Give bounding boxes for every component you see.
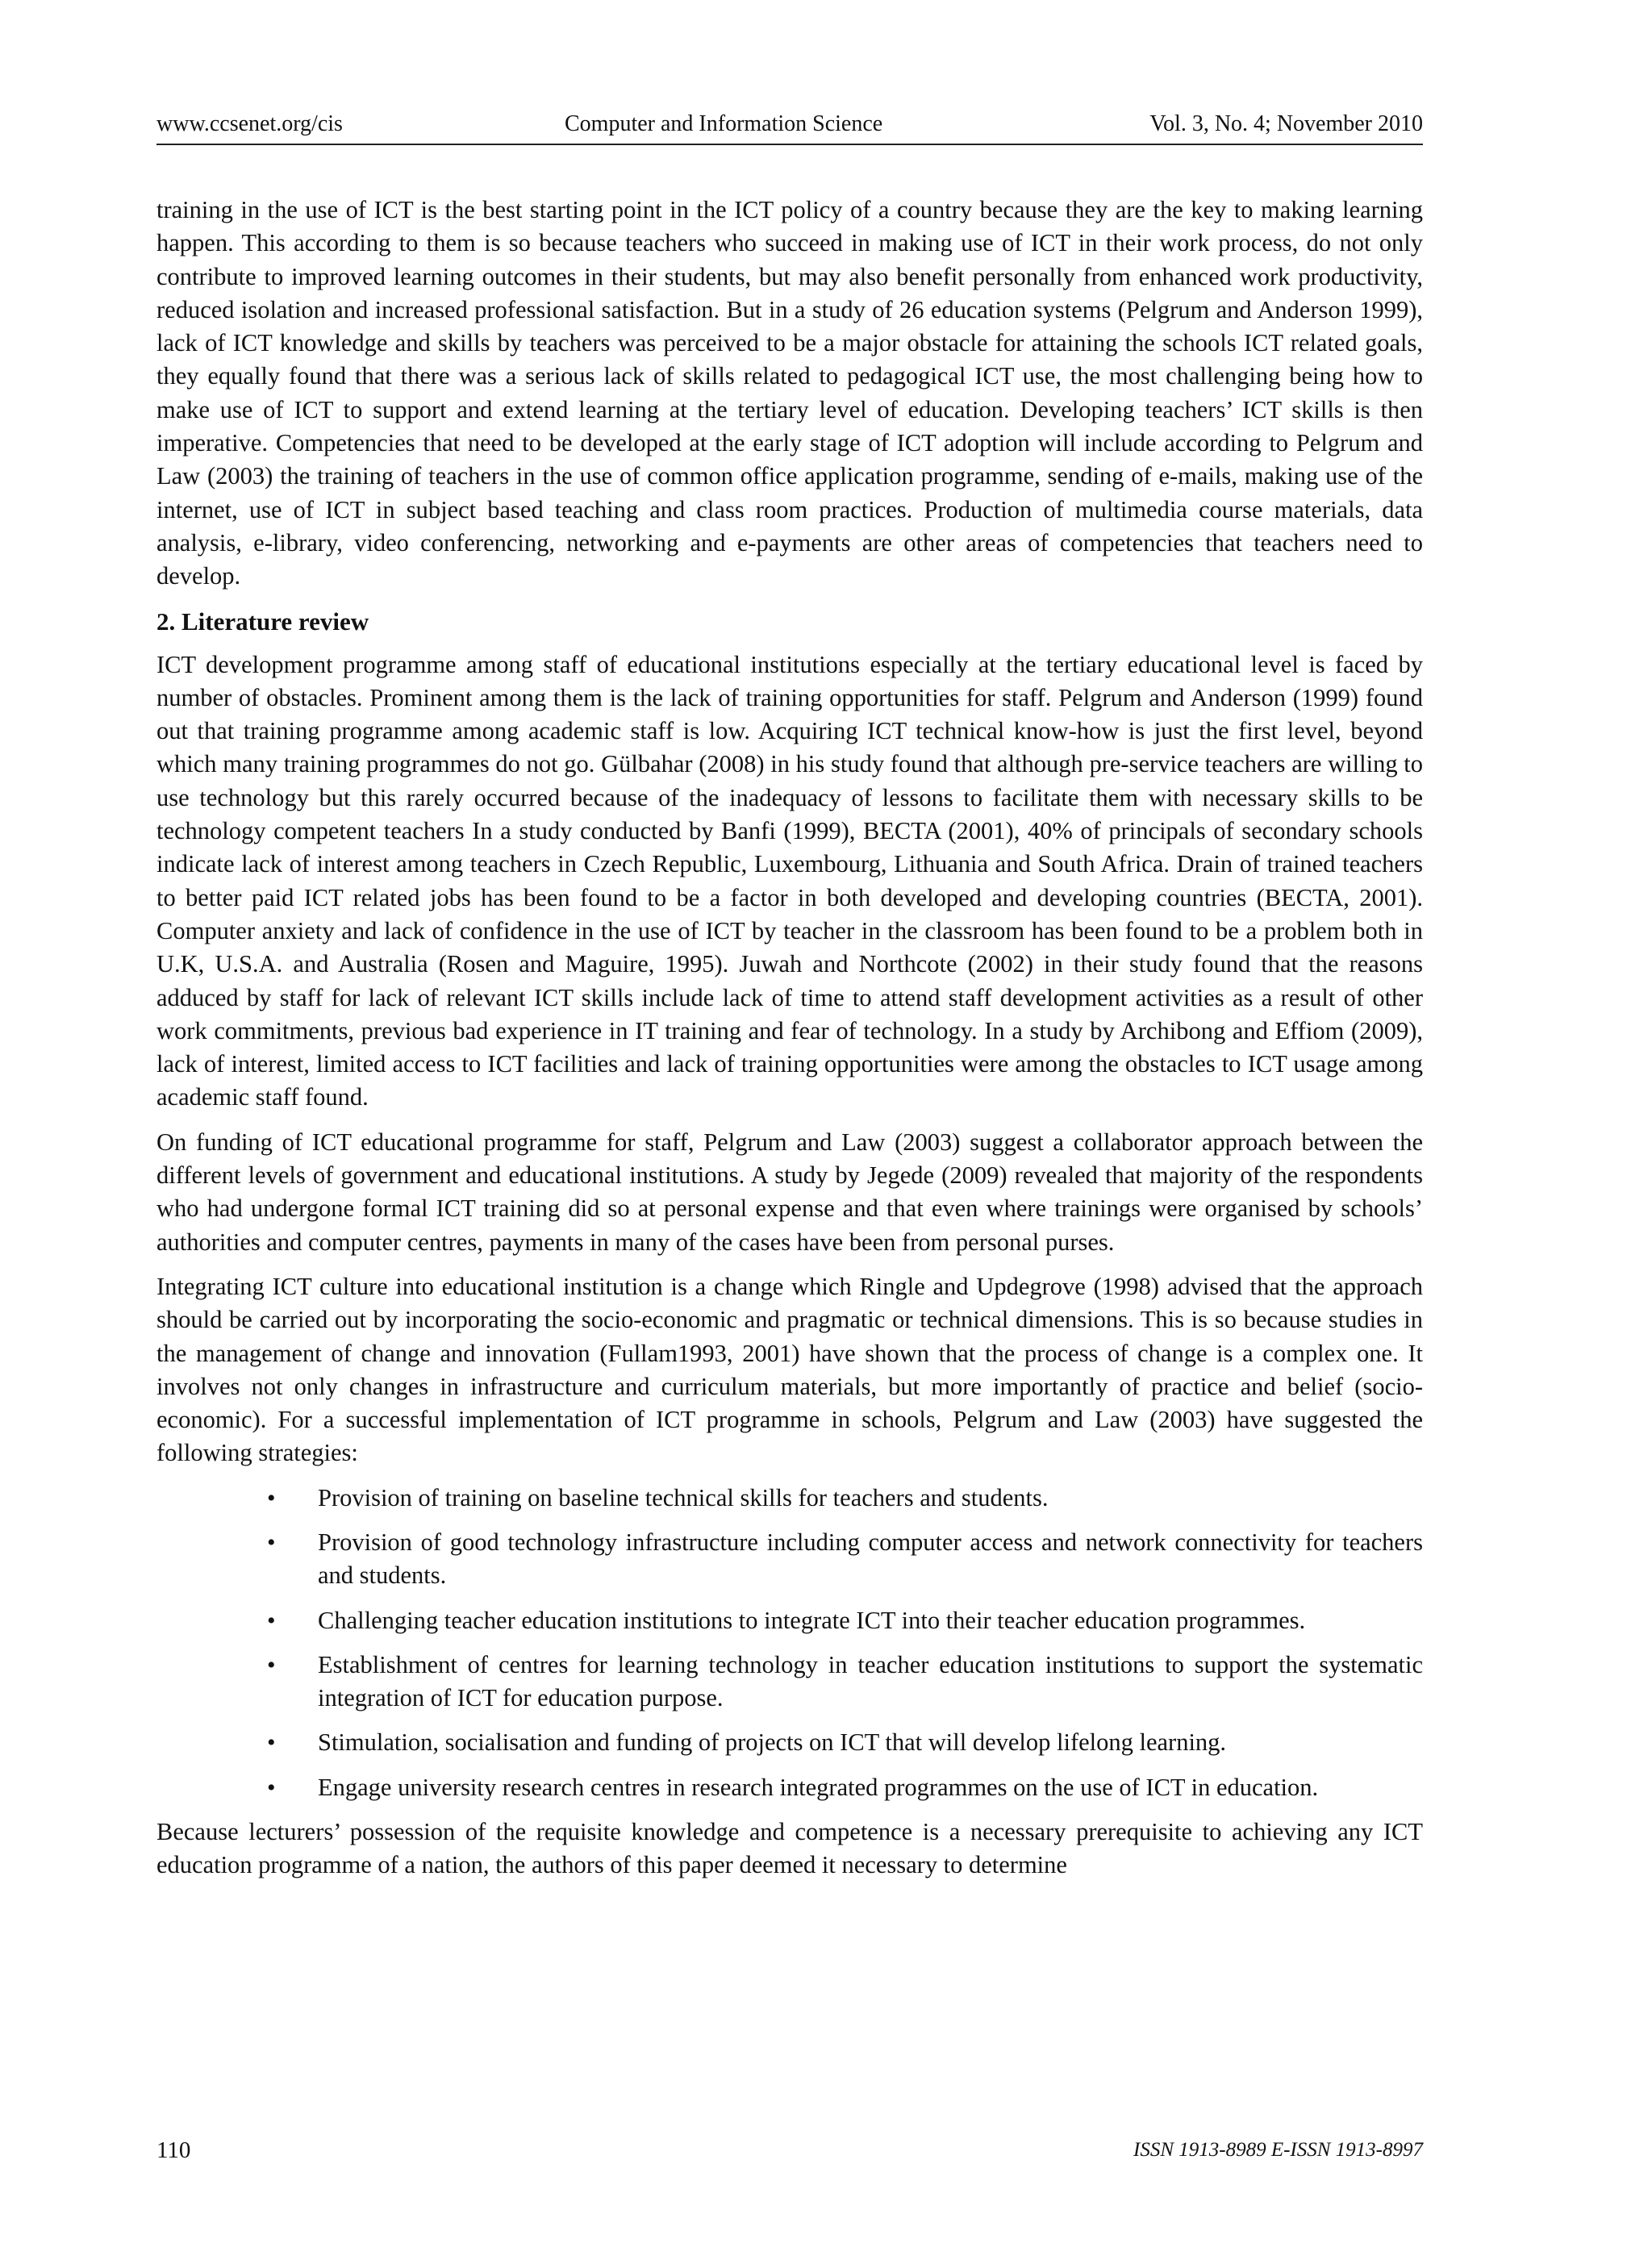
page-footer	[156, 2137, 1423, 2173]
bullet-icon: •	[267, 1607, 276, 1634]
article-body	[156, 194, 1423, 1894]
bullet-icon: •	[267, 1729, 276, 1757]
section-heading: 2. Literature review	[156, 607, 369, 636]
list-item-text: Provision of good technology infrastructure including computer access and network connectivity for teachers and students.	[318, 1528, 1423, 1590]
journal-title: Computer and Information Science	[565, 111, 883, 136]
volume-info: Vol. 3, No. 4; November 2010	[1149, 111, 1423, 136]
list-item-text: Establishment of centres for learning technology in teacher education institutions to support the systematic integration of ICT for education purpose.	[318, 1650, 1423, 1712]
list-item	[156, 1604, 1423, 1637]
literature-paragraph-2: On funding of ICT educational programme for staff, Pelgrum and Law (2003) suggest a collaborator approach between the different levels of government and educational institutions. A study by Jegede (2009) revealed that majority of the respondents who had undergone formal ICT training did so at personal expense and that even where trainings were organised by schools’ authorities and computer centres, payments in many of the cases have been from personal purses.	[156, 1128, 1423, 1256]
bullet-icon: •	[267, 1528, 276, 1556]
list-item	[156, 1771, 1423, 1804]
journal-url[interactable]: www.ccsenet.org/cis	[156, 111, 343, 136]
closing-paragraph: Because lecturers’ possession of the requisite knowledge and competence is a necessary prerequisite to achieving any ICT education programme of a nation, the authors of this paper deemed it necessary to determine	[156, 1818, 1423, 1879]
bullet-icon: •	[267, 1484, 276, 1511]
issn-info: ISSN 1913-8989 E-ISSN 1913-8997	[1133, 2139, 1423, 2161]
list-item-text: Stimulation, socialisation and funding of projects on ICT that will develop lifelong learning.	[318, 1728, 1227, 1757]
bullet-icon: •	[267, 1774, 276, 1801]
list-item-text: Engage university research centres in research integrated programmes on the use of ICT in education.	[318, 1773, 1319, 1801]
list-item	[156, 1526, 1423, 1593]
list-item	[156, 1482, 1423, 1515]
page-number: 110	[156, 2137, 191, 2163]
intro-paragraph: training in the use of ICT is the best starting point in the ICT policy of a country because they are the key to making learning happen. This according to them is so because teachers who succeed in making use of ICT in their work process, do not only contribute to improved learning outcomes in their students, but may also benefit personally from enhanced work productivity, reduced isolation and increased professional satisfaction. But in a study of 26 education systems (Pelgrum and Anderson 1999), lack of ICT knowledge and skills by teachers was perceived to be a major obstacle for attaining the schools ICT related goals, they equally found that there was a serious lack of skills related to pedagogical ICT use, the most challenging being how to make use of ICT to support and extend learning at the tertiary level of education. Developing teachers’ ICT skills is then imperative. Competencies that need to be developed at the early stage of ICT adoption will include according to Pelgrum and Law (2003) the training of teachers in the use of common office application programme, sending of e-mails, making use of the internet, use of ICT in subject based teaching and class room practices. Production of multimedia course materials, data analysis, e-library, video conferencing, networking and e-payments are other areas of competencies that teachers need to develop.	[156, 196, 1423, 590]
list-item	[156, 1649, 1423, 1716]
list-item-text: Provision of training on baseline technical skills for teachers and students.	[318, 1483, 1049, 1511]
literature-paragraph-3: Integrating ICT culture into educational institution is a change which Ringle and Updegrove (1998) advised that the approach should be carried out by incorporating the socio-economic and pragmatic or technical dimensions. This is so because studies in the management of change and innovation (Fullam1993, 2001) have shown that the process of change is a complex one. It involves not only changes in infrastructure and curriculum materials, but more importantly of practice and belief (socio-economic). For a successful implementation of ICT programme in schools, Pelgrum and Law (2003) have suggested the following strategies:	[156, 1272, 1423, 1467]
bullet-icon: •	[267, 1651, 276, 1678]
list-item	[156, 1726, 1423, 1759]
strategies-list	[156, 1482, 1423, 1804]
literature-paragraph-1: ICT development programme among staff of educational institutions especially at the tertiary educational level is faced by number of obstacles. Prominent among them is the lack of training opportunities for staff. Pelgrum and Anderson (1999) found out that training programme among academic staff is low. Acquiring ICT technical know-how is just the first level, beyond which many training programmes do not go. Gülbahar (2008) in his study found that although pre-service teachers are willing to use technology but this rarely occurred because of the inadequacy of lessons to facilitate them with necessary skills to be technology competent teachers In a study conducted by Banfi (1999), BECTA (2001), 40% of principals of secondary schools indicate lack of interest among teachers in Czech Republic, Luxembourg, Lithuania and South Africa. Drain of trained teachers to better paid ICT related jobs has been found to be a factor in both developed and developing countries (BECTA, 2001). Computer anxiety and lack of confidence in the use of ICT by teacher in the classroom has been found to be a problem both in U.K, U.S.A. and Australia (Rosen and Maguire, 1995). Juwah and Northcote (2002) in their study found that the reasons adduced by staff for lack of relevant ICT skills include lack of time to attend staff development activities as a result of other work commitments, previous bad experience in IT training and fear of technology. In a study by Archibong and Effiom (2009), lack of interest, limited access to ICT facilities and lack of training opportunities were among the obstacles to ICT usage among academic staff found.	[156, 650, 1423, 1111]
running-header	[156, 108, 1423, 145]
list-item-text: Challenging teacher education institutions to integrate ICT into their teacher education programmes.	[318, 1606, 1306, 1634]
